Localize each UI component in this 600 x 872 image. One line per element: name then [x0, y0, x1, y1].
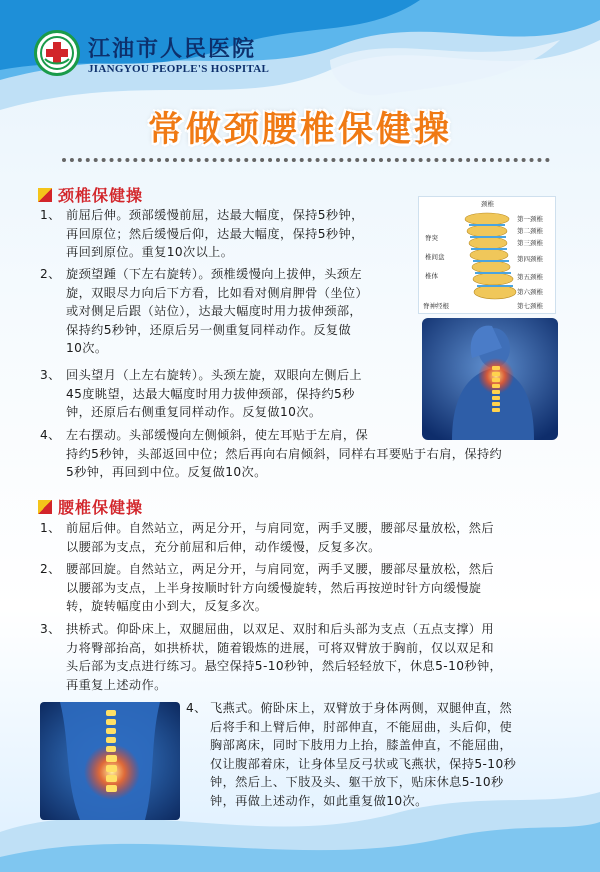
red-cross-icon — [39, 35, 75, 71]
lumbar-item-2: 2、 腰部回旋。自然站立，两足分开，与肩同宽，两手叉腰，腰部尽量放松，然后 以腰部为支点，上半身按顺时针方向缓慢旋转，然后再按逆时针方向缓慢旋 转，旋转幅度由小到大，反复多次。 — [40, 562, 494, 613]
neck-pain-image — [422, 318, 558, 440]
lumbar-section-title: 腰椎保健操 — [58, 498, 144, 517]
neck-section-title: 颈椎保健操 — [58, 186, 144, 205]
cervical-spine-diagram: 颈椎 第一颈椎 第二颈椎 第三颈椎 第四颈椎 第五颈椎 第六颈椎 第七颈椎 脊突 椎间盘 椎体 脊神经根 — [418, 196, 556, 314]
lumbar-item-3: 3、 拱桥式。仰卧床上，双腿屈曲，以双足、双肘和后头部为支点（五点支撑）用 力将臀部抬高，如拱桥状，随着锻炼的进展，可将双臂放于胸前，仅以双足和 头后部为支点进行练习。悬空保持5-10秒钟，然后轻轻放下，休息5-10秒钟， 再重复上述动作。 — [40, 622, 503, 692]
hospital-header — [34, 30, 269, 76]
lumbar-item-1: 1、 前屈后伸。自然站立，两足分开，与肩同宽，两手叉腰，腰部尽量放松，然后 以腰部为支点，充分前屈和后伸，动作缓慢，反复多次。 — [40, 521, 494, 554]
neck-item-2: 2、 旋颈望踵（下左右旋转）。颈椎缓慢向上拔伸，头颈左 旋，双眼尽力向后下方看，比如看对侧肩胛骨（坐位） 或对侧足后跟（站位），达最大幅度时用力拔伸颈部， 保持约5秒钟，还原后另一侧重复同样动作。反复做 10次。 — [40, 267, 369, 355]
section-marker-icon — [38, 500, 52, 514]
hospital-name-en: JIANGYOU PEOPLE'S HOSPITAL — [88, 62, 270, 75]
lumbar-section-header — [38, 495, 143, 518]
neck-item-3: 3、 回头望月（上左右旋转）。头颈左旋，双眼向左侧后上 45度眺望，达最大幅度时用力拔伸颈部，保持约5秒 钟，还原后右侧重复同样动作。反复做10次。 — [40, 368, 362, 419]
neck-item-4: 4、 左右摆动。头部缓慢向左侧倾斜，使左耳贴于左肩，保 持约5秒钟，头部返回中位；然后再向右肩倾斜，同样右耳要贴于右肩，保持约 5秒钟，再回到中位。反复做10次。 — [40, 428, 503, 479]
lumbar-item-4: 4、 飞燕式。俯卧床上，双臂放于身体两侧，双腿伸直，然 后将手和上臂后伸，肘部伸直，不能屈曲，头后仰，使 胸部离床，同时下肢用力上抬，膝盖伸直，不能屈曲， 仅让腹部着床，让身体呈反弓状或飞燕状，保持5-10秒 钟，然后上、下肢及头、躯干放下，贴床休息5-10秒 钟，再做上述动作，如此重复做10次。 — [186, 701, 517, 808]
section-marker-icon — [38, 188, 52, 202]
neck-item-1: 1、 前屈后伸。颈部缓慢前屈，达最大幅度，保持5秒钟， 再回原位；然后缓慢后仰，达最大幅度，保持5秒钟， 再回到原位。重复10次以上。 — [40, 208, 364, 259]
hospital-logo — [34, 30, 80, 76]
lower-back-pain-image — [40, 702, 180, 820]
title-divider — [62, 158, 550, 164]
neck-section-header — [38, 183, 143, 206]
page-title: 常做颈腰椎保健操 — [147, 109, 452, 150]
hospital-name-cn: 江油市人民医院 — [88, 35, 257, 62]
